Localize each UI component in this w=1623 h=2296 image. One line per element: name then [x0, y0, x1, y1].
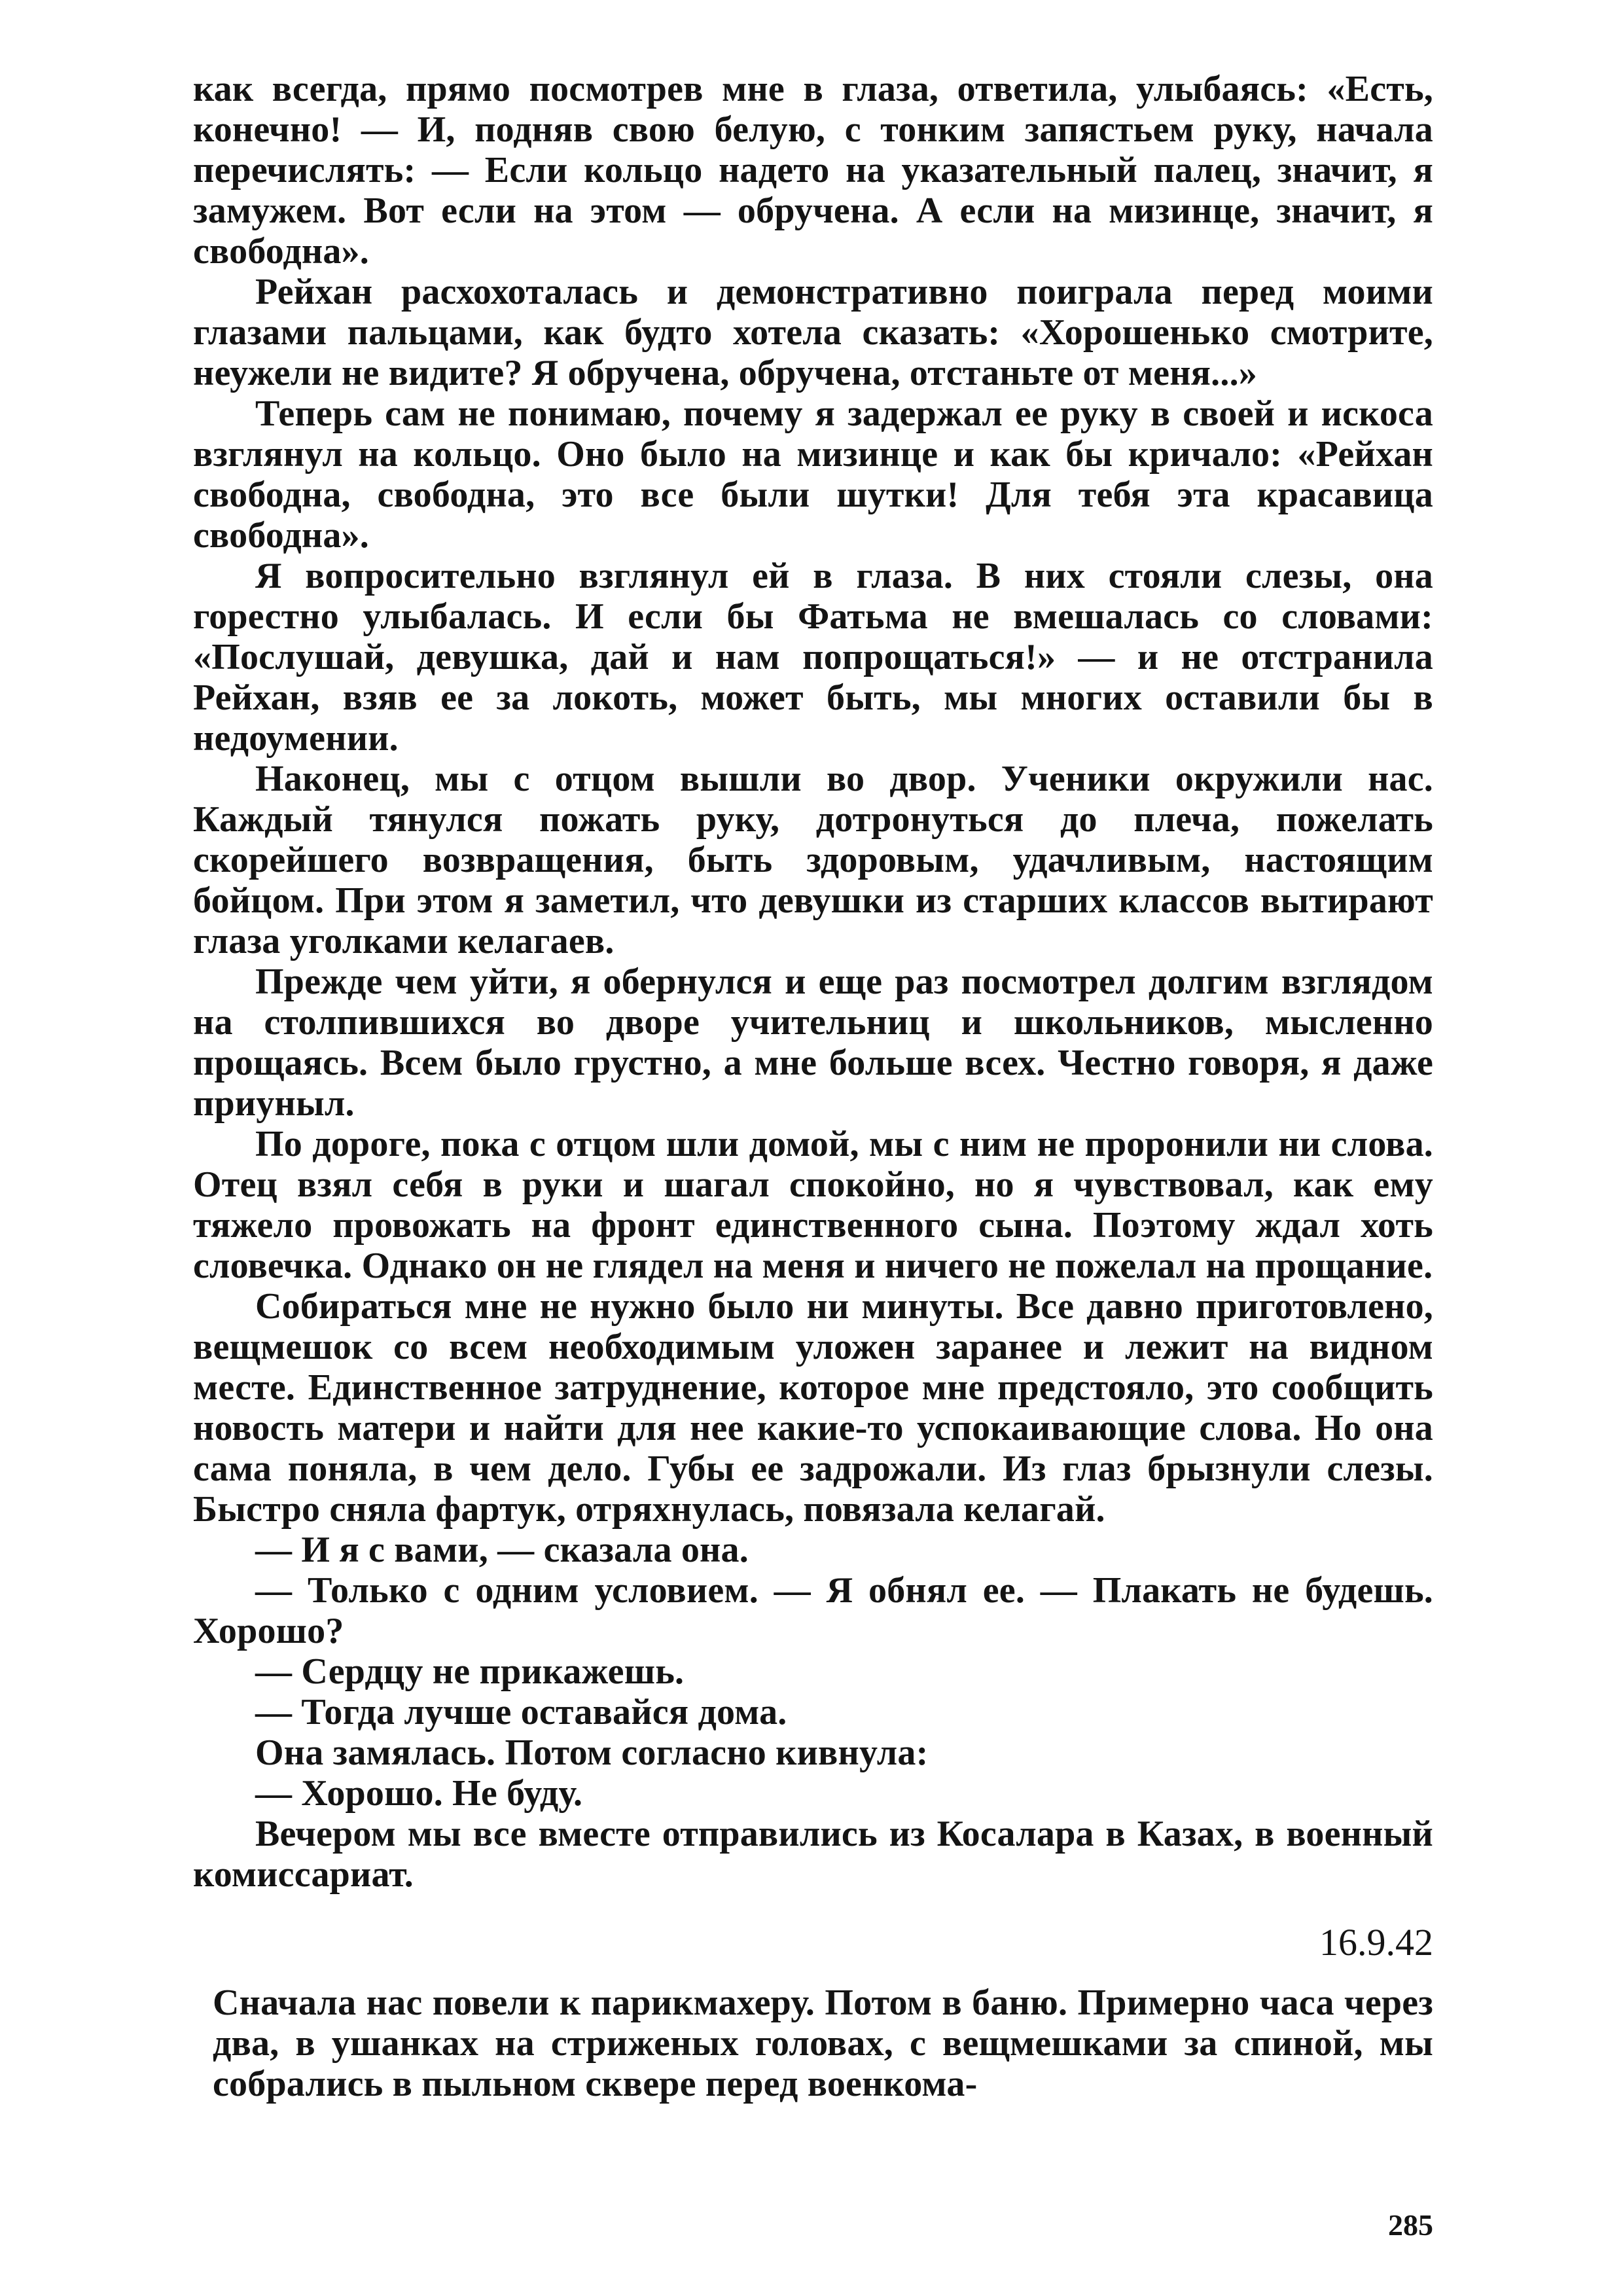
- paragraph-2: Рейхан расхохоталась и демонстративно поиграла перед моими глазами пальцами, как будто хотела сказать: «Хорошенько смотрите, неужели не видите? Я обручена, обручена, отстаньте от меня...»: [193, 272, 1433, 393]
- paragraph-6: Прежде чем уйти, я обернулся и еще раз посмотрел долгим взглядом на столпившихся во дворе учительниц и школьников, мысленно прощаясь. Всем было грустно, а мне больше всех. Честно говоря, я даже приуныл.: [193, 961, 1433, 1124]
- dialogue-line-5: — Хорошо. Не буду.: [255, 1773, 583, 1814]
- paragraph-8: Собираться мне не нужно было ни минуты. Все давно приготовлено, вещмешок со всем необходимым уложен заранее и лежит на видном месте. Единственное затруднение, которое мне предстояло, это сообщить новость матери и найти для нее какие-то успокаивающие слова. Но она сама поняла, в чем дело. Губы ее задрожали. Из глаз брызнули слезы. Быстро сняла фартук, отряхнулась, повязала келагай.: [193, 1286, 1433, 1530]
- dialogue-line-2: — Только с одним условием. — Я обнял ее. — Плакать не будешь. Хорошо?: [193, 1570, 1433, 1651]
- paragraph-9: Она замялась. Потом согласно кивнула:: [255, 1732, 929, 1773]
- dialogue-line-1: — И я с вами, — сказала она.: [255, 1530, 749, 1570]
- dialogue-line-4: — Тогда лучше оставайся дома.: [255, 1692, 787, 1732]
- paragraph-7: По дороге, пока с отцом шли домой, мы с ним не проронили ни слова. Отец взял себя в руки и шагал спокойно, но я чувствовал, как ему тяжело провожать на фронт единственного сына. Поэтому ждал хоть словечка. Однако он не глядел на меня и ничего не пожелал на прощание.: [193, 1124, 1433, 1286]
- paragraph-1: как всегда, прямо посмотрев мне в глаза, ответила, улыбаясь: «Есть, конечно! — И, подняв свою белую, с тонким запястьем руку, начала перечислять: — Если кольцо надето на указательный палец, значит, я замужем. Вот если на этом — обручена. А если на мизинце, значит, я свободна».: [193, 69, 1433, 272]
- final-paragraph: Сначала нас повели к парикмахеру. Потом в баню. Примерно часа через два, в ушанках на стриженых головах, с вещмешками за спиной, мы собрались в пыльном сквере перед военкома-: [213, 1982, 1433, 2104]
- diary-date: 16.9.42: [1319, 1921, 1433, 1964]
- dialogue-line-3: — Сердцу не прикажешь.: [255, 1651, 685, 1692]
- paragraph-10: Вечером мы все вместе отправились из Косалара в Казах, в военный комиссариат.: [193, 1814, 1433, 1895]
- paragraph-5: Наконец, мы с отцом вышли во двор. Ученики окружили нас. Каждый тянулся пожать руку, дотронуться до плеча, пожелать скорейшего возвращения, быть здоровым, удачливым, настоящим бойцом. При этом я заметил, что девушки из старших классов вытирают глаза уголками келагаев.: [193, 759, 1433, 961]
- page-number: 285: [1388, 2208, 1433, 2242]
- book-page: [193, 69, 1433, 2242]
- paragraph-3: Теперь сам не понимаю, почему я задержал ее руку в своей и искоса взглянул на кольцо. Оно было на мизинце и как бы кричало: «Рейхан свободна, свободна, это все были шутки! Для тебя эта красавица свободна».: [193, 393, 1433, 556]
- paragraph-4: Я вопросительно взглянул ей в глаза. В них стояли слезы, она горестно улыбалась. И если бы Фатьма не вмешалась со словами: «Послушай, девушка, дай и нам попрощаться!» — и не отстранила Рейхан, взяв ее за локоть, может быть, мы многих оставили бы в недоумении.: [193, 556, 1433, 759]
